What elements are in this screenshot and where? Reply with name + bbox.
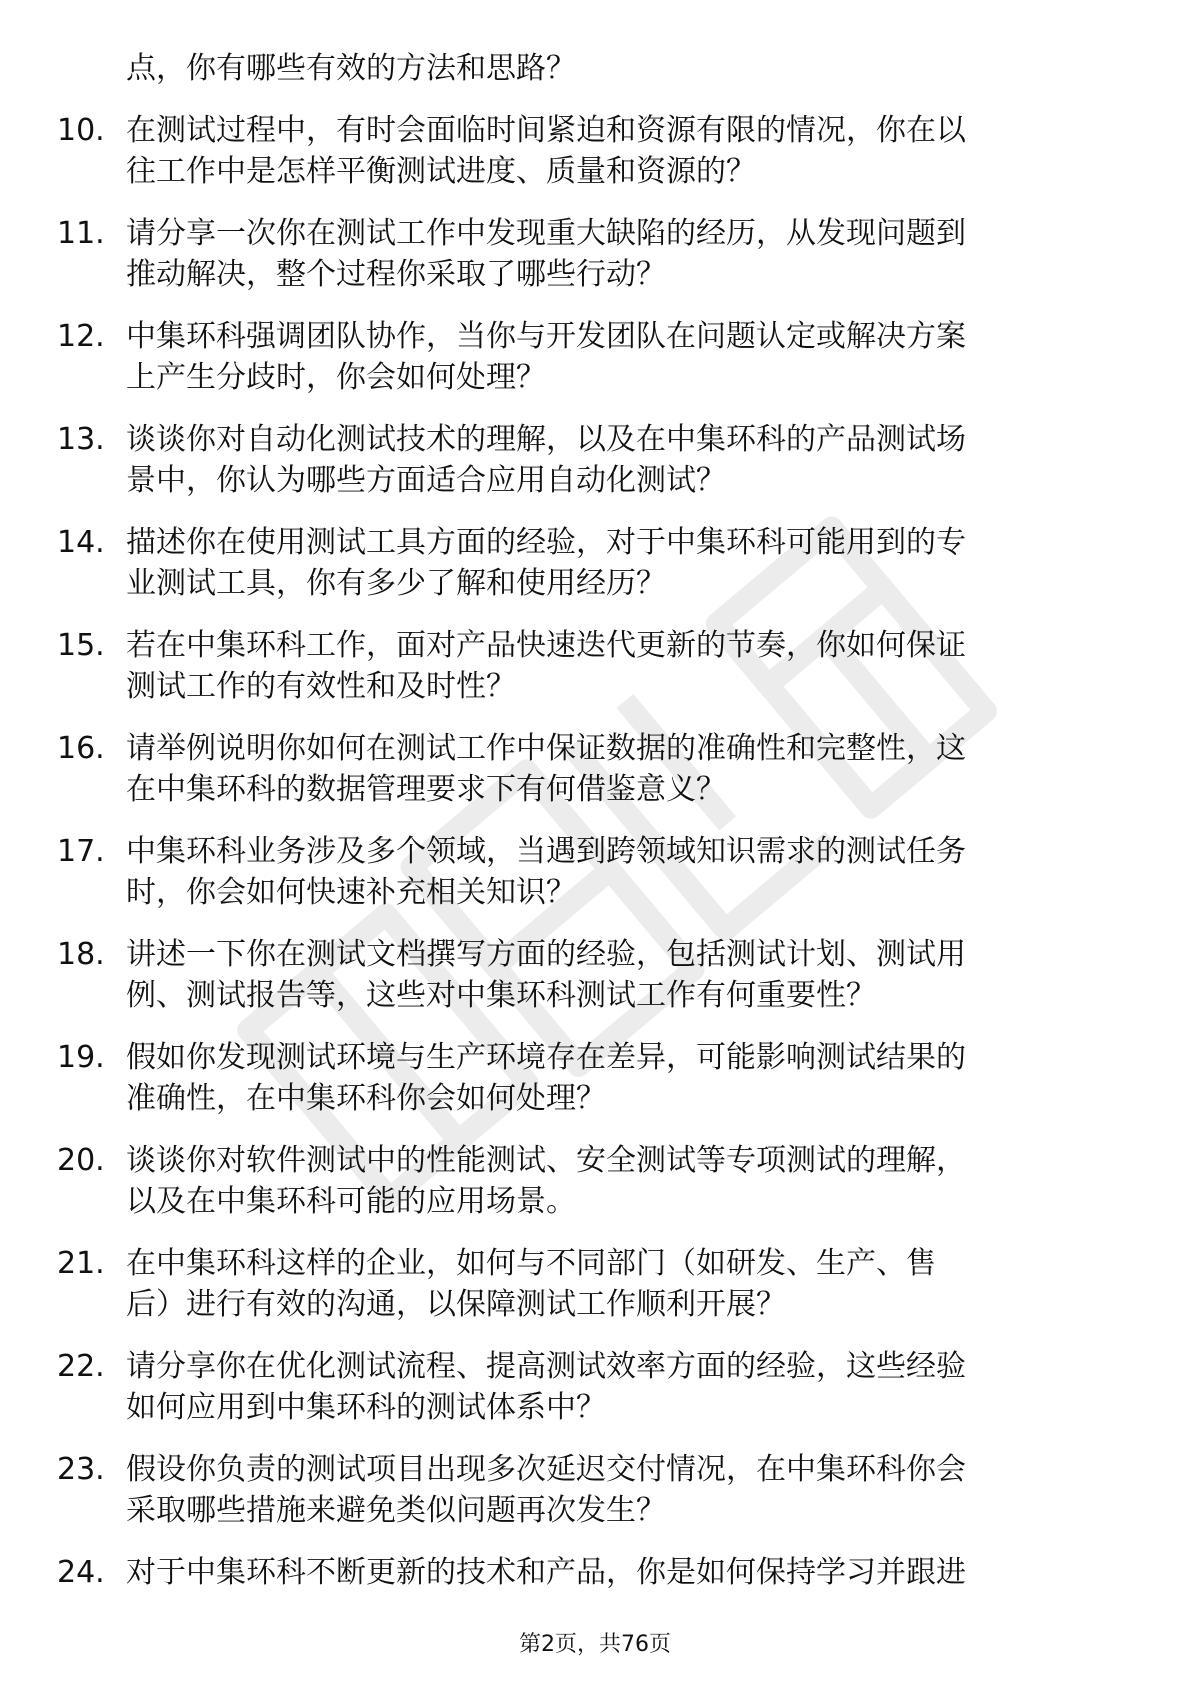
question-text-line-2: 例、测试报告等，这些对中集环科测试工作有何重要性？ [126,978,876,1013]
question-item-20 [0,1140,1190,1243]
question-number: 19. [57,1040,105,1075]
question-text-line-2: 上产生分歧时，你会如何处理？ [126,360,546,395]
question-text-line-2: 准确性，在中集环科你会如何处理？ [126,1081,606,1116]
question-text-line-2: 往工作中是怎样平衡测试进度、质量和资源的？ [126,154,756,189]
question-text-line-1: 请举例说明你如何在测试工作中保证数据的准确性和完整性，这 [126,731,966,766]
question-number: 22. [57,1349,105,1384]
question-text-line-1: 中集环科业务涉及多个领域，当遇到跨领域知识需求的测试任务 [126,834,966,869]
question-item-17 [0,831,1190,934]
continuation-text: 点，你有哪些有效的方法和思路？ [126,51,576,86]
question-text-line-2: 如何应用到中集环科的测试体系中？ [126,1390,606,1425]
question-number: 20. [57,1143,105,1178]
question-item-18 [0,934,1190,1037]
question-text-line-1: 请分享一次你在测试工作中发现重大缺陷的经历，从发现问题到 [126,216,966,251]
question-number: 24. [57,1555,105,1590]
question-text-line-1: 谈谈你对自动化测试技术的理解，以及在中集环科的产品测试场 [126,422,966,457]
question-item-11 [0,213,1190,316]
question-item-12 [0,316,1190,419]
question-item-10 [0,110,1190,213]
question-text-line-1: 谈谈你对软件测试中的性能测试、安全测试等专项测试的理解， [126,1143,966,1178]
question-item-16 [0,728,1190,831]
question-item-21 [0,1243,1190,1346]
question-number: 21. [57,1246,105,1281]
question-number: 12. [57,319,105,354]
question-item-14 [0,522,1190,625]
question-text-line-2: 以及在中集环科可能的应用场景。 [126,1184,576,1219]
question-number: 14. [57,525,105,560]
question-item-13 [0,419,1190,522]
question-list [0,110,1190,1655]
question-text-line-1: 讲述一下你在测试文档撰写方面的经验，包括测试计划、测试用 [126,937,966,972]
question-text-line-2: 在中集环科的数据管理要求下有何借鉴意义？ [126,772,726,807]
question-text-line-1: 若在中集环科工作，面对产品快速迭代更新的节奏，你如何保证 [126,628,966,663]
question-text-line-1: 中集环科强调团队协作，当你与开发团队在问题认定或解决方案 [126,319,966,354]
question-number: 16. [57,731,105,766]
question-number: 18. [57,937,105,972]
question-text-line-2: 后）进行有效的沟通，以保障测试工作顺利开展？ [126,1287,786,1322]
question-item-19 [0,1037,1190,1140]
question-text-line-2: 推动解决，整个过程你采取了哪些行动？ [126,257,666,292]
question-text-line-1: 假如你发现测试环境与生产环境存在差异，可能影响测试结果的 [126,1040,966,1075]
question-text-line-2: 景中，你认为哪些方面适合应用自动化测试？ [126,463,726,498]
question-number: 15. [57,628,105,663]
question-text-line-1: 请分享你在优化测试流程、提高测试效率方面的经验，这些经验 [126,1349,966,1384]
question-text-line-1: 在测试过程中，有时会面临时间紧迫和资源有限的情况，你在以 [126,113,966,148]
question-number: 23. [57,1452,105,1487]
question-text-line-2: 时，你会如何快速补充相关知识？ [126,875,576,910]
question-text-line-2: 业测试工具，你有多少了解和使用经历？ [126,566,666,601]
question-text-line-1: 描述你在使用测试工具方面的经验，对于中集环科可能用到的专 [126,525,966,560]
question-number: 10. [57,113,105,148]
question-text-line-1: 假设你负责的测试项目出现多次延迟交付情况，在中集环科你会 [126,1452,966,1487]
question-text-line-2: 采取哪些措施来避免类似问题再次发生？ [126,1493,666,1528]
question-number: 11. [57,216,105,251]
question-text-line-1: 在中集环科这样的企业，如何与不同部门（如研发、生产、售 [126,1246,936,1281]
question-item-15 [0,625,1190,728]
question-item-22 [0,1346,1190,1449]
question-number: 17. [57,834,105,869]
question-text-line-2: 测试工作的有效性和及时性？ [126,669,516,704]
question-item-23 [0,1449,1190,1552]
question-text-line-1: 对于中集环科不断更新的技术和产品，你是如何保持学习并跟进 [126,1555,966,1590]
question-number: 13. [57,422,105,457]
page-footer: 第2页，共76页 [519,1632,671,1657]
